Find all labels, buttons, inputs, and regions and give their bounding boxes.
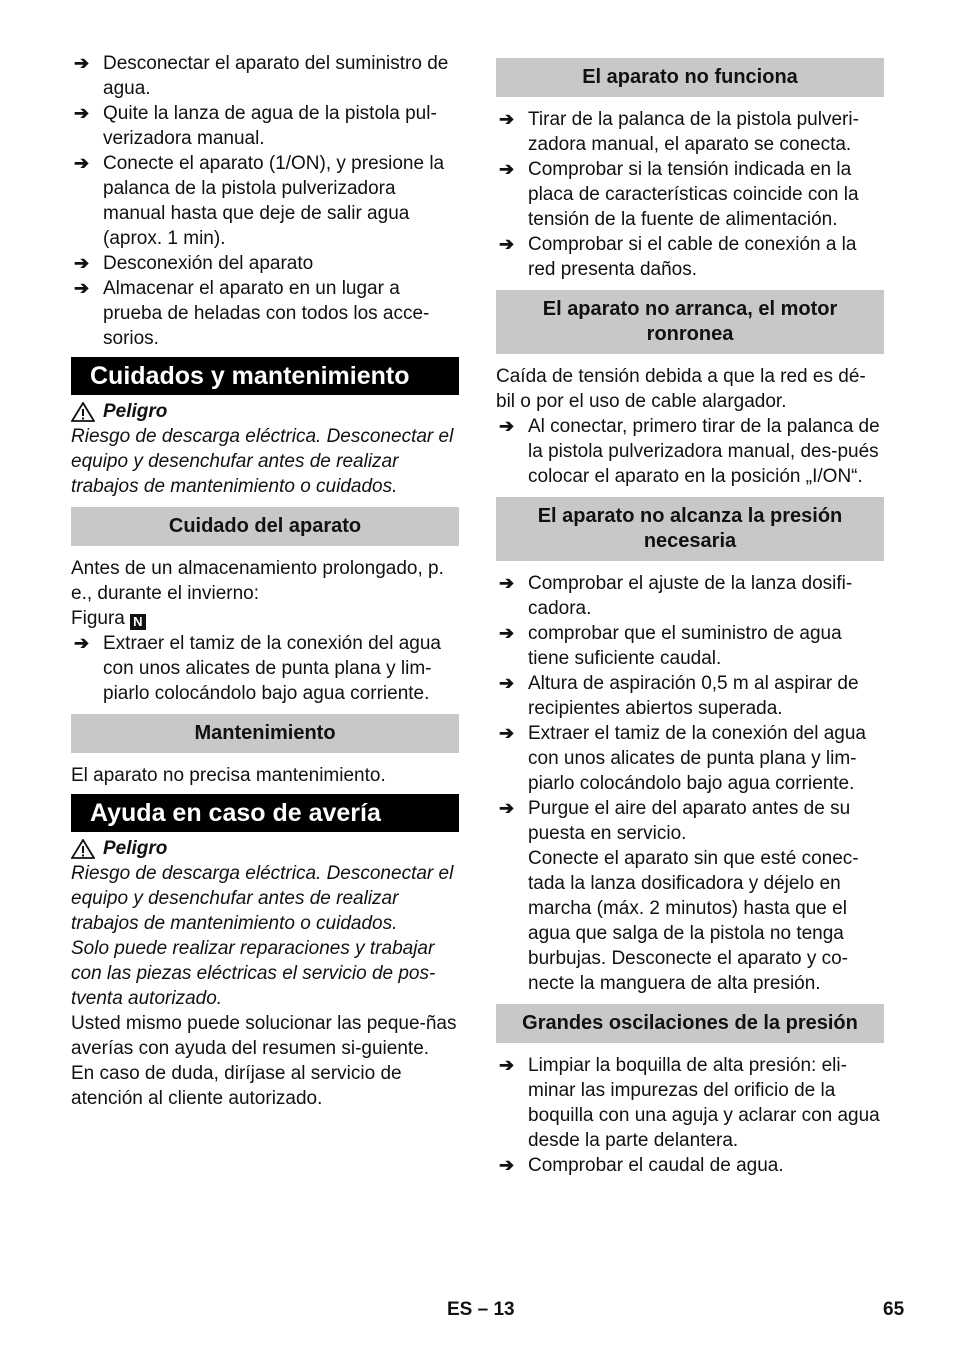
list-item: ➔ Conecte el aparato (1/ON), y presione la palanca de la pistola pulverizadora manual hasta que deje de salir agua (aprox. 1 min).: [74, 153, 445, 249]
warning-text: Riesgo de descarga eléctrica. Desconectar el equipo y desenchufar antes de realizar trabajos de mantenimiento o cuidados.: [71, 426, 454, 497]
warning-triangle-icon: [71, 402, 95, 422]
subheading-no-arranca: El aparato no arranca, el motor ronronea: [496, 290, 884, 354]
arrow-icon: ➔: [499, 798, 515, 818]
figure-n-icon: N: [130, 614, 146, 630]
arrow-icon: ➔: [499, 623, 515, 643]
warning-title: Peligro: [71, 836, 459, 861]
arrow-icon: ➔: [499, 1155, 515, 1175]
paragraph: El aparato no precisa mantenimiento.: [71, 765, 386, 786]
list-item: ➔ Extraer el tamiz de la conexión del agua con unos alicates de punta plana y lim-piarlo colocándolo bajo agua corriente.: [499, 723, 866, 794]
list-item: ➔ Al conectar, primero tirar de la palanca de la pistola pulverizadora manual, des-pués colocar el aparato en la posición „I/ON“.: [499, 416, 880, 487]
paragraph: Antes de un almacenamiento prolongado, p. e., durante el invierno:: [71, 558, 444, 604]
arrow-icon: ➔: [499, 1055, 515, 1075]
arrow-icon: ➔: [74, 253, 90, 273]
footer-section-page: ES – 13: [447, 1299, 515, 1320]
warning-text: Solo puede realizar reparaciones y trabajar con las piezas eléctricas el servicio de pos-tventa autorizado.: [71, 938, 436, 1009]
arrow-icon: ➔: [74, 103, 90, 123]
arrow-icon: ➔: [499, 673, 515, 693]
arrow-icon: ➔: [499, 573, 515, 593]
list-item: ➔ Desconectar el aparato del suministro de agua.: [74, 53, 449, 99]
list-item: ➔ Quite la lanza de agua de la pistola pul-verizadora manual.: [74, 103, 437, 149]
list-item: ➔ Almacenar el aparato en un lugar a prueba de heladas con todos los acce-sorios.: [74, 278, 430, 349]
figure-reference: Figura N: [71, 606, 459, 631]
list-item: ➔ Comprobar el caudal de agua.: [499, 1155, 784, 1176]
paragraph: Usted mismo puede solucionar las peque-ñas averías con ayuda del resumen si-guiente.: [71, 1013, 457, 1059]
arrow-icon: ➔: [74, 53, 90, 73]
section-heading-ayuda: Ayuda en caso de avería: [71, 794, 459, 832]
list-item: ➔ Comprobar el ajuste de la lanza dosifi-cadora.: [499, 573, 853, 619]
warning-triangle-icon: [71, 839, 95, 859]
list-item: ➔ Extraer el tamiz de la conexión del agua con unos alicates de punta plana y lim-piarlo colocándolo bajo agua corriente.: [74, 633, 441, 704]
subheading-mantenimiento: Mantenimiento: [71, 714, 459, 753]
list-item: ➔ Purgue el aire del aparato antes de su puesta en servicio.: [499, 798, 851, 844]
right-column: [496, 51, 884, 1178]
list-item: ➔ Altura de aspiración 0,5 m al aspirar de recipientes abiertos superada.: [499, 673, 859, 719]
intro-bullet-list: [71, 51, 459, 351]
arrow-icon: ➔: [499, 416, 515, 436]
list-item: ➔ Tirar de la palanca de la pistola pulveri-zadora manual, el aparato se conecta.: [499, 109, 859, 155]
arrow-icon: ➔: [74, 153, 90, 173]
list-item: ➔ comprobar que el suministro de agua tiene suficiente caudal.: [499, 623, 842, 669]
page-number: 65: [883, 1299, 905, 1320]
arrow-icon: ➔: [74, 278, 90, 298]
arrow-icon: ➔: [499, 723, 515, 743]
warning-text: Riesgo de descarga eléctrica. Desconectar el equipo y desenchufar antes de realizar trabajos de mantenimiento o cuidados.: [71, 863, 454, 934]
arrow-icon: ➔: [499, 159, 515, 179]
subheading-presion-necesaria: El aparato no alcanza la presión necesaria: [496, 497, 884, 561]
left-column: [71, 51, 459, 1111]
warning-title: Peligro: [71, 399, 459, 424]
subheading-oscilaciones: Grandes oscilaciones de la presión: [496, 1004, 884, 1043]
subheading-no-funciona: El aparato no funciona: [496, 58, 884, 97]
section-heading-cuidados: Cuidados y mantenimiento: [71, 357, 459, 395]
list-item: ➔ Comprobar si el cable de conexión a la red presenta daños.: [499, 234, 857, 280]
arrow-icon: ➔: [499, 234, 515, 254]
arrow-icon: ➔: [74, 633, 90, 653]
list-item: ➔ Comprobar si la tensión indicada en la placa de características coincide con la tensión de la fuente de alimentación.: [499, 159, 859, 230]
paragraph: Caída de tensión debida a que la red es dé-bil o por el uso de cable alargador.: [496, 366, 866, 412]
paragraph: Conecte el aparato sin que esté conec-tada la lanza dosificadora y déjelo en marcha (máx. 2 minutos) hasta que el agua que salga de la pistola no tenga burbujas. Desconecte el aparato y co-necte la manguera de alta presión.: [528, 848, 859, 994]
paragraph: En caso de duda, diríjase al servicio de atención al cliente autorizado.: [71, 1063, 402, 1109]
list-item: ➔ Limpiar la boquilla de alta presión: eli-minar las impurezas del orificio de la boquilla con una aguja y aclarar con agua desde la parte delantera.: [499, 1055, 880, 1151]
subheading-cuidado-aparato: Cuidado del aparato: [71, 507, 459, 546]
arrow-icon: ➔: [499, 109, 515, 129]
list-item: ➔ Desconexión del aparato: [74, 253, 314, 274]
